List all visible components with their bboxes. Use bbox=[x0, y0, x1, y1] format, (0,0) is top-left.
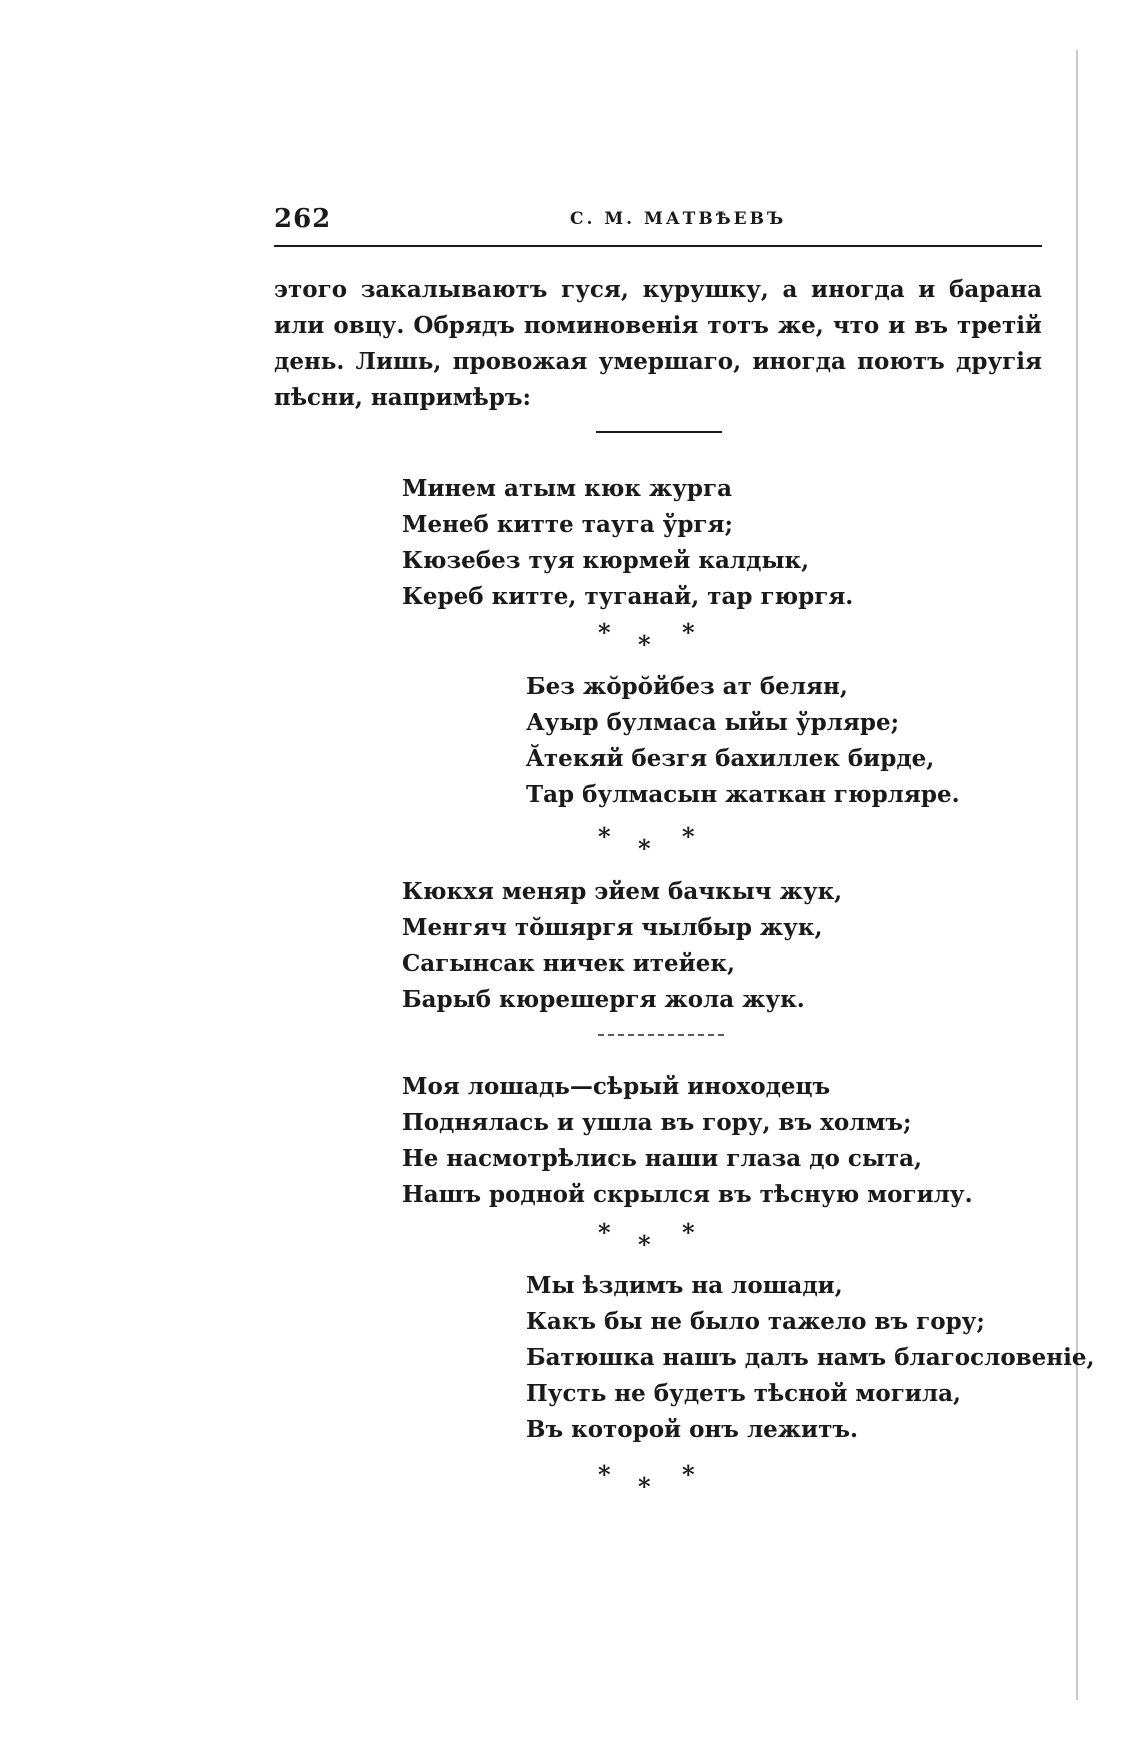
asterisk: * bbox=[638, 1472, 651, 1501]
verse-line: Менгяч тŏшяргя чылбыр жук, bbox=[402, 914, 823, 941]
verse-line: Въ которой онъ лежитъ. bbox=[526, 1416, 858, 1443]
verse-line: Нашъ родной скрылся въ тѣсную могилу. bbox=[402, 1181, 973, 1208]
asterism-separator bbox=[598, 1460, 698, 1500]
asterism-separator bbox=[598, 1218, 698, 1258]
verse-line: Моя лошадь—сѣрый иноходецъ bbox=[402, 1073, 831, 1100]
translation-divider bbox=[598, 1034, 724, 1038]
asterisk: * bbox=[598, 822, 611, 851]
section-rule bbox=[596, 431, 722, 433]
page-header bbox=[274, 204, 1042, 244]
verse-line: Без жŏрŏйбез ат белян, bbox=[526, 673, 848, 700]
verse-stanza-2 bbox=[526, 669, 960, 813]
verse-line: Кюзебез туя кюрмей калдык, bbox=[402, 547, 810, 574]
verse-line: Какъ бы не было тажело въ гору; bbox=[526, 1308, 985, 1335]
asterisk: * bbox=[682, 1460, 695, 1489]
prose-paragraph: этого закалываютъ гуся, курушку, а иногда и барана или овцу. Обрядъ поминовенія тотъ же, что и въ третій день. Лишь, провожая умершаго, иногда поютъ другія пѣсни, напримѣръ: bbox=[274, 276, 1042, 411]
verse-line: Менеб китте тауга ўргя; bbox=[402, 511, 733, 538]
verse-line: Барыб кюрешергя жола жук. bbox=[402, 986, 805, 1013]
asterisk: * bbox=[638, 834, 651, 863]
verse-line: Ăтекяй безгя бахиллек бирде, bbox=[526, 745, 935, 772]
verse-line: Минем атым кюк журга bbox=[402, 475, 733, 502]
asterisk: * bbox=[682, 618, 695, 647]
translation-stanza-2 bbox=[526, 1268, 1095, 1448]
verse-line: Батюшка нашъ далъ намъ благословеніе, bbox=[526, 1344, 1095, 1371]
verse-line: Тар булмасын жаткан гюрляре. bbox=[526, 781, 960, 808]
page-number: 262 bbox=[274, 204, 332, 234]
running-head: С. М. МАТВѢЕВЪ bbox=[570, 209, 787, 229]
verse-line: Не насмотрѣлись наши глаза до сыта, bbox=[402, 1145, 923, 1172]
asterisk: * bbox=[638, 1230, 651, 1259]
asterisk: * bbox=[682, 822, 695, 851]
verse-line: Кюкхя меняр эйем бачкыч жук, bbox=[402, 878, 843, 905]
asterisk: * bbox=[598, 1218, 611, 1247]
asterism-separator bbox=[598, 822, 698, 862]
page-edge-line bbox=[1076, 50, 1078, 1700]
asterisk: * bbox=[638, 630, 651, 659]
verse-line: Ауыр булмаса ыйы ўрляре; bbox=[526, 709, 900, 736]
asterisk: * bbox=[598, 618, 611, 647]
translation-stanza-1 bbox=[402, 1069, 973, 1213]
asterism-separator bbox=[598, 618, 698, 658]
asterisk: * bbox=[598, 1460, 611, 1489]
verse-line: Поднялась и ушла въ гору, въ холмъ; bbox=[402, 1109, 912, 1136]
verse-line: Мы ѣздимъ на лошади, bbox=[526, 1272, 843, 1299]
verse-line: Кереб китте, туганай, тар гюргя. bbox=[402, 583, 854, 610]
verse-stanza-1 bbox=[402, 471, 853, 615]
verse-line: Пусть не будетъ тѣсной могила, bbox=[526, 1380, 961, 1407]
header-rule bbox=[274, 245, 1042, 247]
verse-line: Сагынсак ничек итейек, bbox=[402, 950, 735, 977]
asterisk: * bbox=[682, 1218, 695, 1247]
verse-stanza-3 bbox=[402, 874, 842, 1018]
